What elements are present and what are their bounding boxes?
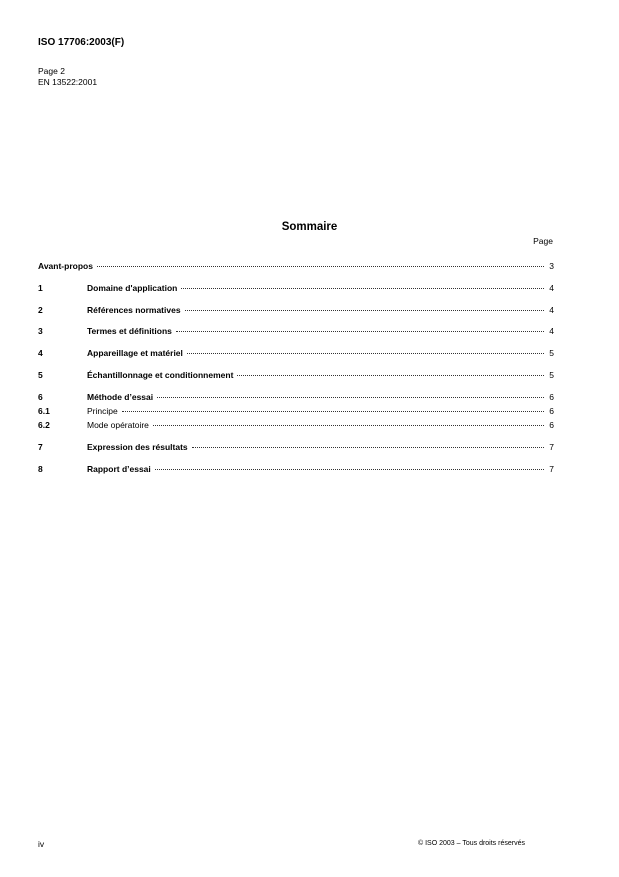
page-column-label: Page [533,236,553,246]
dot-leader [187,353,544,354]
toc-entry-number: 3 [38,326,43,336]
toc-entry-title: Rapport d’essai [87,464,151,474]
toc-entry-title: Appareillage et matériel [87,348,183,358]
toc-entry-page: 5 [549,348,554,358]
toc-entry-4[interactable] [38,347,554,359]
document-id: ISO 17706:2003(F) [38,37,125,48]
toc-entry-page: 4 [549,283,554,293]
toc-entry-title: Termes et définitions [87,326,172,336]
toc-entry-title: Mode opératoire [87,420,149,430]
toc-entry-title: Domaine d'application [87,283,178,293]
footer-copyright: © ISO 2003 – Tous droits réservés [418,840,525,847]
toc-entry-title: Échantillonnage et conditionnement [87,370,234,380]
toc-entry-avant-propos[interactable] [38,260,554,272]
toc-entry-number: 6.1 [38,406,50,416]
toc-entry-page: 3 [549,261,554,271]
dot-leader [157,397,544,398]
toc-entry-5[interactable] [38,369,554,381]
toc-entry-page: 7 [549,464,554,474]
toc-entry-8[interactable] [38,463,554,475]
footer-page-number: iv [38,839,45,849]
table-of-contents [38,0,554,877]
toc-entry-page: 4 [549,305,554,315]
dot-leader [181,288,544,289]
toc-entry-title: Références normatives [87,305,181,315]
toc-entry-6[interactable] [38,391,554,403]
toc-entry-page: 6 [549,420,554,430]
en-reference: EN 13522:2001 [38,77,98,87]
toc-entry-title: Avant-propos [38,261,93,271]
toc-entry-number: 2 [38,305,43,315]
dot-leader [122,411,544,412]
toc-entry-page: 5 [549,370,554,380]
toc-entry-number: 5 [38,370,43,380]
toc-entry-2[interactable] [38,304,554,316]
toc-entry-number: 1 [38,283,43,293]
toc-title: Sommaire [281,221,338,233]
toc-entry-number: 7 [38,442,43,452]
toc-entry-number: 8 [38,464,43,474]
dot-leader [192,447,544,448]
toc-entry-page: 7 [549,442,554,452]
dot-leader [155,469,544,470]
toc-entry-number: 6.2 [38,420,50,430]
dot-leader [176,331,544,332]
toc-entry-number: 6 [38,392,43,402]
dot-leader [237,375,544,376]
toc-entry-number: 4 [38,348,43,358]
toc-entry-title: Principe [87,406,118,416]
dot-leader [97,266,544,267]
dot-leader [185,310,544,311]
toc-entry-page: 4 [549,326,554,336]
toc-entry-page: 6 [549,392,554,402]
toc-entry-title: Expression des résultats [87,442,188,452]
toc-entry-1[interactable] [38,282,554,294]
toc-entry-page: 6 [549,406,554,416]
toc-entry-6-2[interactable] [38,419,554,431]
toc-entry-title: Méthode d’essai [87,392,154,402]
page-reference: Page 2 [38,66,65,76]
dot-leader [153,425,544,426]
toc-entry-3[interactable] [38,325,554,337]
toc-entry-6-1[interactable] [38,405,554,417]
toc-entry-7[interactable] [38,441,554,453]
